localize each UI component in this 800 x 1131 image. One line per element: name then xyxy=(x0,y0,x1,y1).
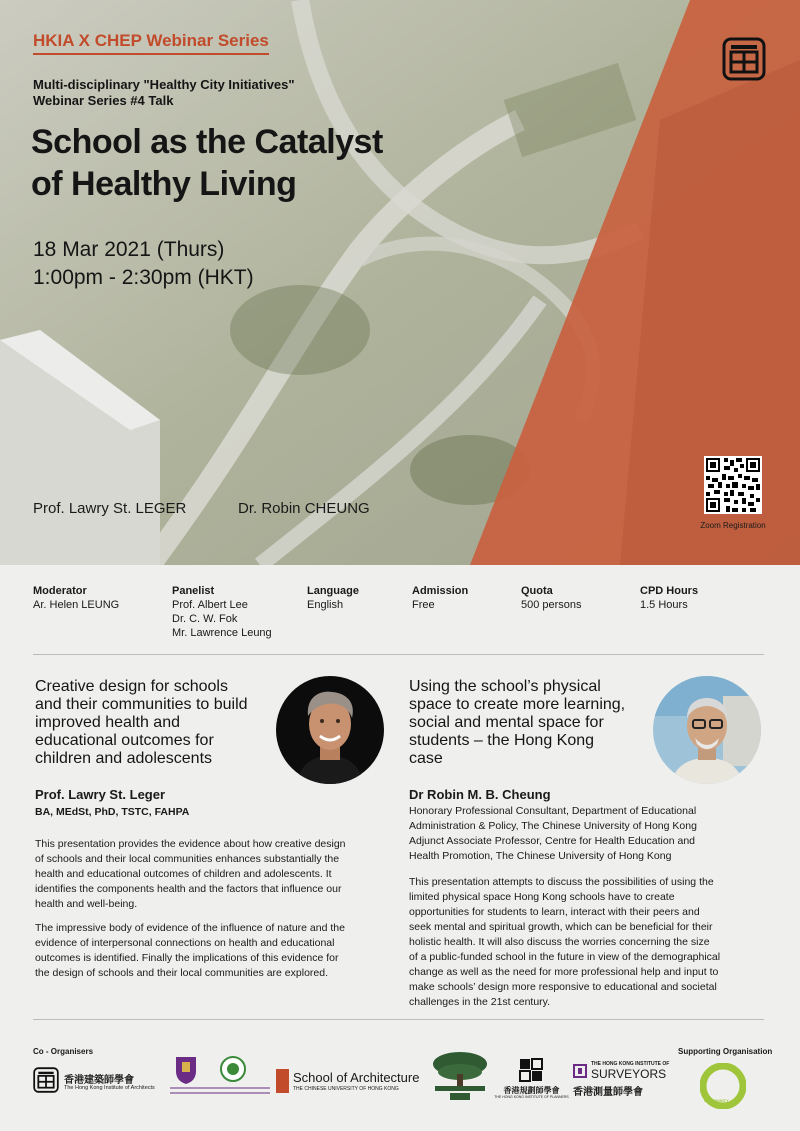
divider xyxy=(33,1019,764,1020)
paragraph-line: health and educational outcomes of children and adolescents. It xyxy=(35,868,332,880)
paragraph-line: This presentation provides the evidence about how creative design xyxy=(35,838,346,850)
language-value: English xyxy=(307,599,344,611)
hkip-chinese-name: 香港規劃師學會 xyxy=(503,1086,560,1095)
tree-society-logo xyxy=(430,1050,490,1102)
talk2-title-line: social and mental space for xyxy=(409,714,604,731)
hkia-english-name: The Hong Kong Institute of Architects xyxy=(64,1085,155,1091)
event-date: 18 Mar 2021 (Thurs) xyxy=(33,238,225,261)
subtitle-line-2: Webinar Series #4 Talk xyxy=(33,93,174,108)
zoom-registration-qr-code[interactable] xyxy=(704,456,762,514)
tree-icon xyxy=(430,1050,490,1102)
talk1-title xyxy=(35,678,248,768)
hkia-chinese-name: 香港建築師學會 xyxy=(64,1075,134,1086)
paragraph-line: make schools’ design more responsive to educational and societal xyxy=(409,981,717,993)
paragraph-line: evidence of interpersonal connections on health and educational xyxy=(35,937,335,949)
hkia-emblem-icon xyxy=(33,1067,59,1093)
paragraph-line: the design of schools and their local communities are explored. xyxy=(35,967,328,979)
admission-info xyxy=(412,584,468,612)
event-datetime xyxy=(33,236,254,292)
paragraph-line: of a public-funded school in the future in view of the demographical xyxy=(409,951,721,963)
talk2-title-line: Using the school’s physical xyxy=(409,678,601,695)
talk2-title-line: case xyxy=(409,750,443,767)
speaker1-portrait-image xyxy=(276,676,384,784)
talk1-paragraph-1 xyxy=(35,837,346,912)
paragraph-line: identifies the components health and the factors that influence our xyxy=(35,883,342,895)
cuhk-arch-title: School of Architecture xyxy=(293,1070,420,1085)
cpd-label: CPD Hours xyxy=(640,585,699,597)
talk1-title-line: improved health and xyxy=(35,714,180,731)
subtitle-line-1: Multi-disciplinary "Healthy City Initiatives" xyxy=(33,77,295,92)
paragraph-line: of schools and their local communities enhances substantially the xyxy=(35,853,340,865)
co-organisers-label: Co - Organisers xyxy=(33,1047,94,1056)
panelist-label: Panelist xyxy=(172,585,215,597)
community-text: COMMUNITY xyxy=(704,1098,729,1103)
speaker1-photo xyxy=(276,676,384,784)
cpd-value: 1.5 Hours xyxy=(640,599,688,611)
hkis-main-name: SURVEYORS xyxy=(591,1067,667,1081)
talk2-title xyxy=(409,678,625,768)
cuhk-chep-text-bar xyxy=(170,1087,270,1089)
paragraph-line: opportunities for students to learn, interact with their peers and xyxy=(409,906,700,918)
panelist-info xyxy=(172,584,272,640)
event-title xyxy=(31,121,383,205)
paragraph-line: This presentation attempts to discuss the possibilities of using the xyxy=(409,876,714,888)
community-go-green-logo xyxy=(700,1063,750,1113)
speaker-name-1: Prof. Lawry St. LEGER xyxy=(33,500,187,517)
title-line-2: of Healthy Living xyxy=(31,165,297,203)
talk1-title-line: educational outcomes for xyxy=(35,732,214,749)
language-info xyxy=(307,584,359,612)
admission-value: Free xyxy=(412,599,435,611)
speaker1-credentials: BA, MEdSt, PhD, TSTC, FAHPA xyxy=(35,806,190,818)
divider xyxy=(33,654,764,655)
bio-line: Adjunct Associate Professor, Centre for Health Education and xyxy=(409,835,695,847)
paragraph-line: The impressive body of evidence of the influence of nature and the xyxy=(35,922,345,934)
speaker2-bio xyxy=(409,804,697,864)
hero-banner xyxy=(0,0,800,565)
hkis-emblem-icon xyxy=(573,1064,587,1078)
moderator-name: Ar. Helen LEUNG xyxy=(33,599,120,611)
hkip-emblem-icon xyxy=(518,1057,544,1083)
bio-line: Administration & Policy, The Chinese University of Hong Kong xyxy=(409,820,697,832)
talk2-title-line: students – the Hong Kong xyxy=(409,732,595,749)
paragraph-line: outcomes is identified. Finally the implications of this evidence for xyxy=(35,952,339,964)
paragraph-line: seek mental and spiritual growth, which can be beneficial for their xyxy=(409,921,713,933)
talk2-paragraph xyxy=(409,875,720,1010)
speaker2-photo xyxy=(653,676,761,784)
cuhk-chep-text-bar xyxy=(170,1092,270,1094)
quota-label: Quota xyxy=(521,585,553,597)
moderator-label: Moderator xyxy=(33,585,87,597)
paragraph-line: change as well as the need for more professional help and input to xyxy=(409,966,719,978)
panelist-name: Dr. C. W. Fok xyxy=(172,613,238,625)
hkia-emblem-icon xyxy=(722,37,766,81)
hkis-top-line: THE HONG KONG INSTITUTE OF xyxy=(591,1061,670,1067)
paragraph-line: holistic health. It will also discuss the worries concerning the size xyxy=(409,936,710,948)
cuhk-arch-mark-icon xyxy=(276,1069,289,1093)
talk1-title-line: children and adolescents xyxy=(35,750,213,767)
cuhk-chep-logo xyxy=(170,1055,270,1105)
panelist-name: Mr. Lawrence Leung xyxy=(172,627,272,639)
supporting-organisation-label: Supporting Organisation xyxy=(678,1047,773,1056)
qr-code-label: Zoom Registration xyxy=(700,521,766,530)
talk1-title-line: Creative design for schools xyxy=(35,678,228,695)
paragraph-line: challenges in the 21st century. xyxy=(409,996,551,1008)
talk2-title-line: space to create more learning, xyxy=(409,696,626,713)
talk1-title-line: and their communities to build xyxy=(35,696,248,713)
hkia-logo xyxy=(33,1065,168,1105)
bio-line: Health Promotion, The Chinese University of Hong Kong xyxy=(409,850,672,862)
panelist-name: Prof. Albert Lee xyxy=(172,599,248,611)
quota-value: 500 persons xyxy=(521,599,582,611)
speaker1-name: Prof. Lawry St. Leger xyxy=(35,787,166,802)
webinar-series-label: HKIA X CHEP Webinar Series xyxy=(33,31,269,55)
speaker2-name: Dr Robin M. B. Cheung xyxy=(409,787,551,802)
admission-label: Admission xyxy=(412,585,469,597)
hkis-logo xyxy=(573,1061,673,1101)
cuhk-arch-subtitle: THE CHINESE UNIVERSITY OF HONG KONG xyxy=(293,1086,399,1092)
talk1-paragraph-2 xyxy=(35,921,345,981)
cpd-info xyxy=(640,584,698,612)
quota-info xyxy=(521,584,582,612)
chep-emblem-icon xyxy=(220,1056,246,1082)
series-subtitle xyxy=(33,77,295,109)
language-label: Language xyxy=(307,585,359,597)
cuhk-school-of-architecture-logo xyxy=(276,1069,426,1099)
moderator-info xyxy=(33,584,119,612)
paragraph-line: health and well-being. xyxy=(35,898,138,910)
hkip-logo xyxy=(494,1057,569,1099)
hkis-chinese-name: 香港測量師學會 xyxy=(573,1087,643,1098)
paragraph-line: limited physical space Hong Kong schools have to create xyxy=(409,891,675,903)
speaker2-portrait-image xyxy=(653,676,761,784)
bio-line: Honorary Professional Consultant, Department of Educational xyxy=(409,805,697,817)
hkip-english-name: THE HONG KONG INSTITUTE OF PLANNERS xyxy=(494,1095,569,1099)
title-line-1: School as the Catalyst xyxy=(31,123,383,161)
event-time: 1:00pm - 2:30pm (HKT) xyxy=(33,266,254,289)
speaker-name-2: Dr. Robin CHEUNG xyxy=(238,500,370,517)
cuhk-crest-icon xyxy=(174,1055,198,1085)
